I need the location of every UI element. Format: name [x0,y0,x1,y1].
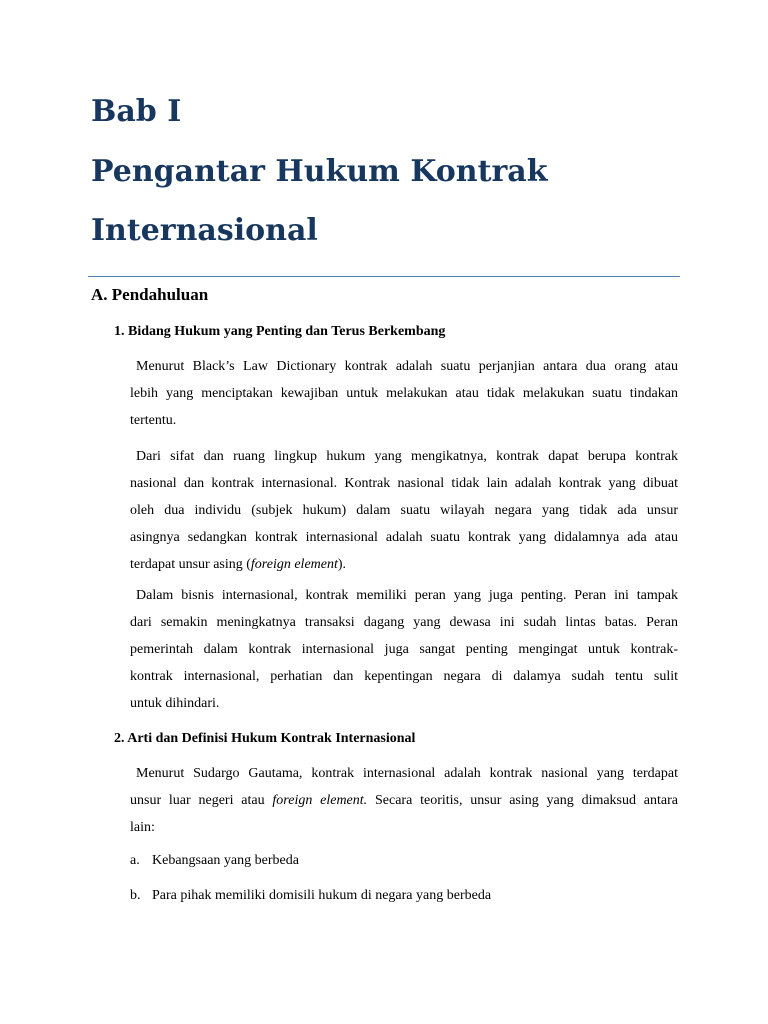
text-run: terdapat unsur asing ( [130,557,251,572]
list-marker: b. [130,888,141,903]
subsection-heading-2: 2. Arti dan Definisi Hukum Kontrak Internasional [114,731,416,746]
italic-term: foreign element [250,557,338,572]
list-item-text: Kebangsaan yang berbeda [152,853,299,868]
text-run: unsur luar negeri atau [130,793,273,808]
paragraph-line: dari semakin meningkatnya transaksi dagang yang dewasa ini sudah lintas batas. Peran [130,615,678,630]
paragraph-line: Dari sifat dan ruang lingkup hukum yang mengikatnya, kontrak dapat berupa kontrak [136,449,678,464]
paragraph-line: lebih yang menciptakan kewajiban untuk melakukan atau tidak melakukan suatu tindakan [130,386,678,401]
section-heading-pendahuluan: A. Pendahuluan [91,285,209,304]
chapter-title-line-1: Bab I [91,94,182,129]
chapter-title-line-3: Internasional [91,213,318,248]
paragraph-line: Menurut Sudargo Gautama, kontrak internasional adalah kontrak nasional yang terdapat [136,766,678,781]
paragraph-line [130,787,678,814]
italic-term: foreign element. [272,793,368,808]
paragraph-line: kontrak internasional, perhatian dan kepentingan negara di dalamya sudah tentu sulit [130,669,678,684]
subsection-heading-1: 1. Bidang Hukum yang Penting dan Terus Berkembang [114,324,446,339]
paragraph-line: nasional dan kontrak internasional. Kontrak nasional tidak lain adalah kontrak yang dibuat [130,476,678,491]
paragraph-line: lain: [130,820,155,835]
paragraph-line: untuk dihindari. [130,696,220,711]
paragraph-line: pemerintah dalam kontrak internasional juga sangat penting mengingat untuk kontrak- [130,642,678,657]
list-item-a [130,853,299,869]
paragraph-line [130,551,678,578]
paragraph-line: asingnya sedangkan kontrak internasional adalah suatu kontrak yang didalamnya ada atau [130,530,678,545]
paragraph-3 [130,582,678,717]
text-run: Secara teoritis, unsur asing yang dimaksud antara [367,793,679,808]
paragraph-line: Dalam bisnis internasional, kontrak memiliki peran yang juga penting. Peran ini tampak [136,588,678,603]
paragraph-4 [130,760,678,841]
title-divider [88,276,680,277]
paragraph-1 [130,353,678,434]
chapter-title-line-2: Pengantar Hukum Kontrak [91,154,548,189]
list-marker: a. [130,853,140,868]
list-item-b [130,888,491,904]
list-item-text: Para pihak memiliki domisili hukum di negara yang berbeda [152,888,492,903]
paragraph-line: oleh dua individu (subjek hukum) dalam suatu wilayah negara yang tidak ada unsur [130,503,678,518]
paragraph-line: Menurut Black’s Law Dictionary kontrak adalah suatu perjanjian antara dua orang atau [136,359,678,374]
text-run: ). [337,557,347,572]
paragraph-line: tertentu. [130,413,177,428]
paragraph-2 [130,443,678,578]
